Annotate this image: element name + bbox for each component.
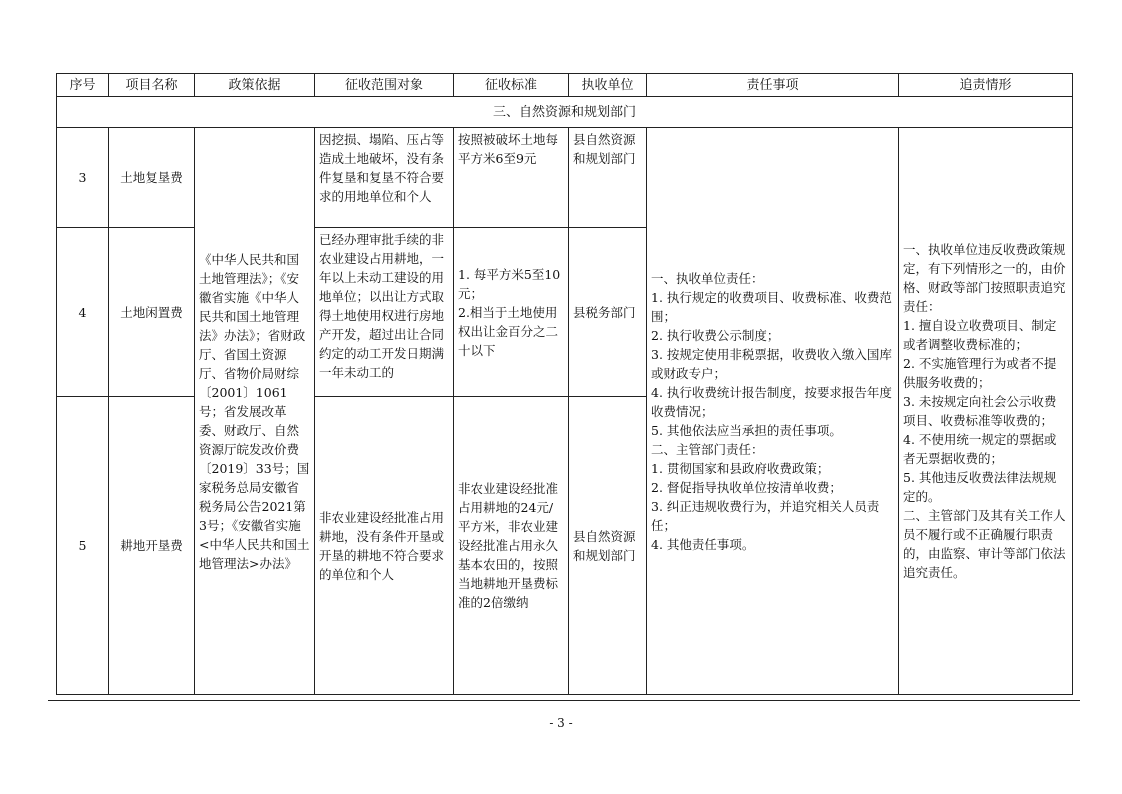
accountability-cell — [899, 128, 1073, 695]
row-no: 4 — [57, 228, 109, 397]
header-responsibilities: 责任事项 — [647, 74, 899, 97]
header-policy: 政策依据 — [195, 74, 315, 97]
row-name: 耕地开垦费 — [109, 397, 195, 695]
acc-line: 4. 不使用统一规定的票据或者无票据收费的； — [903, 432, 1057, 466]
page-bottom-rule — [48, 700, 1080, 701]
acc-line: 二、主管部门及其有关工作人员不履行或不正确履行职责的，由监察、审计等部门依法追究责任。 — [903, 508, 1066, 580]
resp-line: 5. 其他依法应当承担的责任事项。 — [651, 422, 842, 438]
header-no: 序号 — [57, 74, 109, 97]
table-row — [57, 128, 1073, 228]
resp-line: 1. 执行规定的收费项目、收费标准、收费范围； — [651, 289, 892, 324]
row-no: 5 — [57, 397, 109, 695]
header-standard: 征收标准 — [454, 74, 569, 97]
row-unit: 县税务部门 — [569, 228, 647, 397]
acc-line: 5. 其他违反收费法律法规规定的。 — [903, 470, 1057, 504]
standard-line: 2.相当于土地使用权出让金百分之二十以下 — [458, 304, 559, 358]
resp-line: 4. 执行收费统计报告制度，按要求报告年度收费情况； — [651, 384, 892, 419]
resp-line: 1. 贯彻国家和县政府收费政策； — [651, 460, 830, 476]
standard-line: 1. 每平方米5至10元； — [458, 266, 561, 301]
row-standard: 非农业建设经批准占用耕地的24元/平方米，非农业建设经批准占用永久基本农田的，按照当地耕地开垦费标准的2倍缴纳 — [454, 397, 569, 695]
resp-line: 2. 督促指导执收单位按清单收费； — [651, 479, 842, 495]
header-name: 项目名称 — [109, 74, 195, 97]
header-accountability: 追责情形 — [899, 74, 1073, 97]
row-standard — [454, 228, 569, 397]
table-header-row — [57, 74, 1073, 97]
acc-line: 1. 擅自设立收费项目、制定或者调整收费标准的； — [903, 318, 1057, 352]
resp-line: 二、主管部门责任： — [651, 441, 764, 457]
resp-line: 4. 其他责任事项。 — [651, 536, 755, 552]
row-name: 土地闲置费 — [109, 228, 195, 397]
resp-line: 一、执收单位责任： — [651, 270, 764, 286]
policy-basis-cell: 《中华人民共和国土地管理法》；《安徽省实施《中华人民共和国土地管理法》办法》；省财政厅、省国土资源厅、省物价局财综〔2001〕1061号；省发展改革委、财政厅、自然资源厅皖发改价费〔2019〕33号；国家税务总局安徽省税务局公告2021第3号；《安徽省实施<中华人民共和国土地管理法>办法》 — [195, 128, 315, 695]
fee-table — [56, 73, 1073, 695]
row-scope: 已经办理审批手续的非农业建设占用耕地，一年以上未动工建设的用地单位；以出让方式取得土地使用权进行房地产开发，超过出让合同约定的动工开发日期满一年未动工的 — [315, 228, 454, 397]
page-number: - 3 - — [549, 716, 573, 730]
resp-line: 3. 纠正违规收费行为，并追究相关人员责任； — [651, 498, 880, 533]
header-scope: 征收范围对象 — [315, 74, 454, 97]
row-unit: 县自然资源和规划部门 — [569, 128, 647, 228]
section-title: 三、自然资源和规划部门 — [57, 97, 1073, 128]
header-unit: 执收单位 — [569, 74, 647, 97]
section-row — [57, 97, 1073, 128]
resp-line: 2. 执行收费公示制度； — [651, 327, 780, 343]
row-scope: 因挖损、塌陷、压占等造成土地破坏，没有条件复垦和复垦不符合要求的用地单位和个人 — [315, 128, 454, 228]
acc-line: 2. 不实施管理行为或者不提供服务收费的； — [903, 356, 1057, 390]
acc-line: 一、执收单位违反收费政策规定，有下列情形之一的，由价格、财政等部门按照职责追究责任： — [903, 242, 1066, 314]
row-scope: 非农业建设经批准占用耕地，没有条件开垦或开垦的耕地不符合要求的单位和个人 — [315, 397, 454, 695]
resp-line: 3. 按规定使用非税票据，收费收入缴入国库或财政专户； — [651, 346, 892, 381]
acc-line: 3. 未按规定向社会公示收费项目、收费标准等收费的； — [903, 394, 1057, 428]
row-name: 土地复垦费 — [109, 128, 195, 228]
row-unit: 县自然资源和规划部门 — [569, 397, 647, 695]
responsibilities-cell — [647, 128, 899, 695]
row-no: 3 — [57, 128, 109, 228]
row-standard: 按照被破坏土地每平方米6至9元 — [454, 128, 569, 228]
